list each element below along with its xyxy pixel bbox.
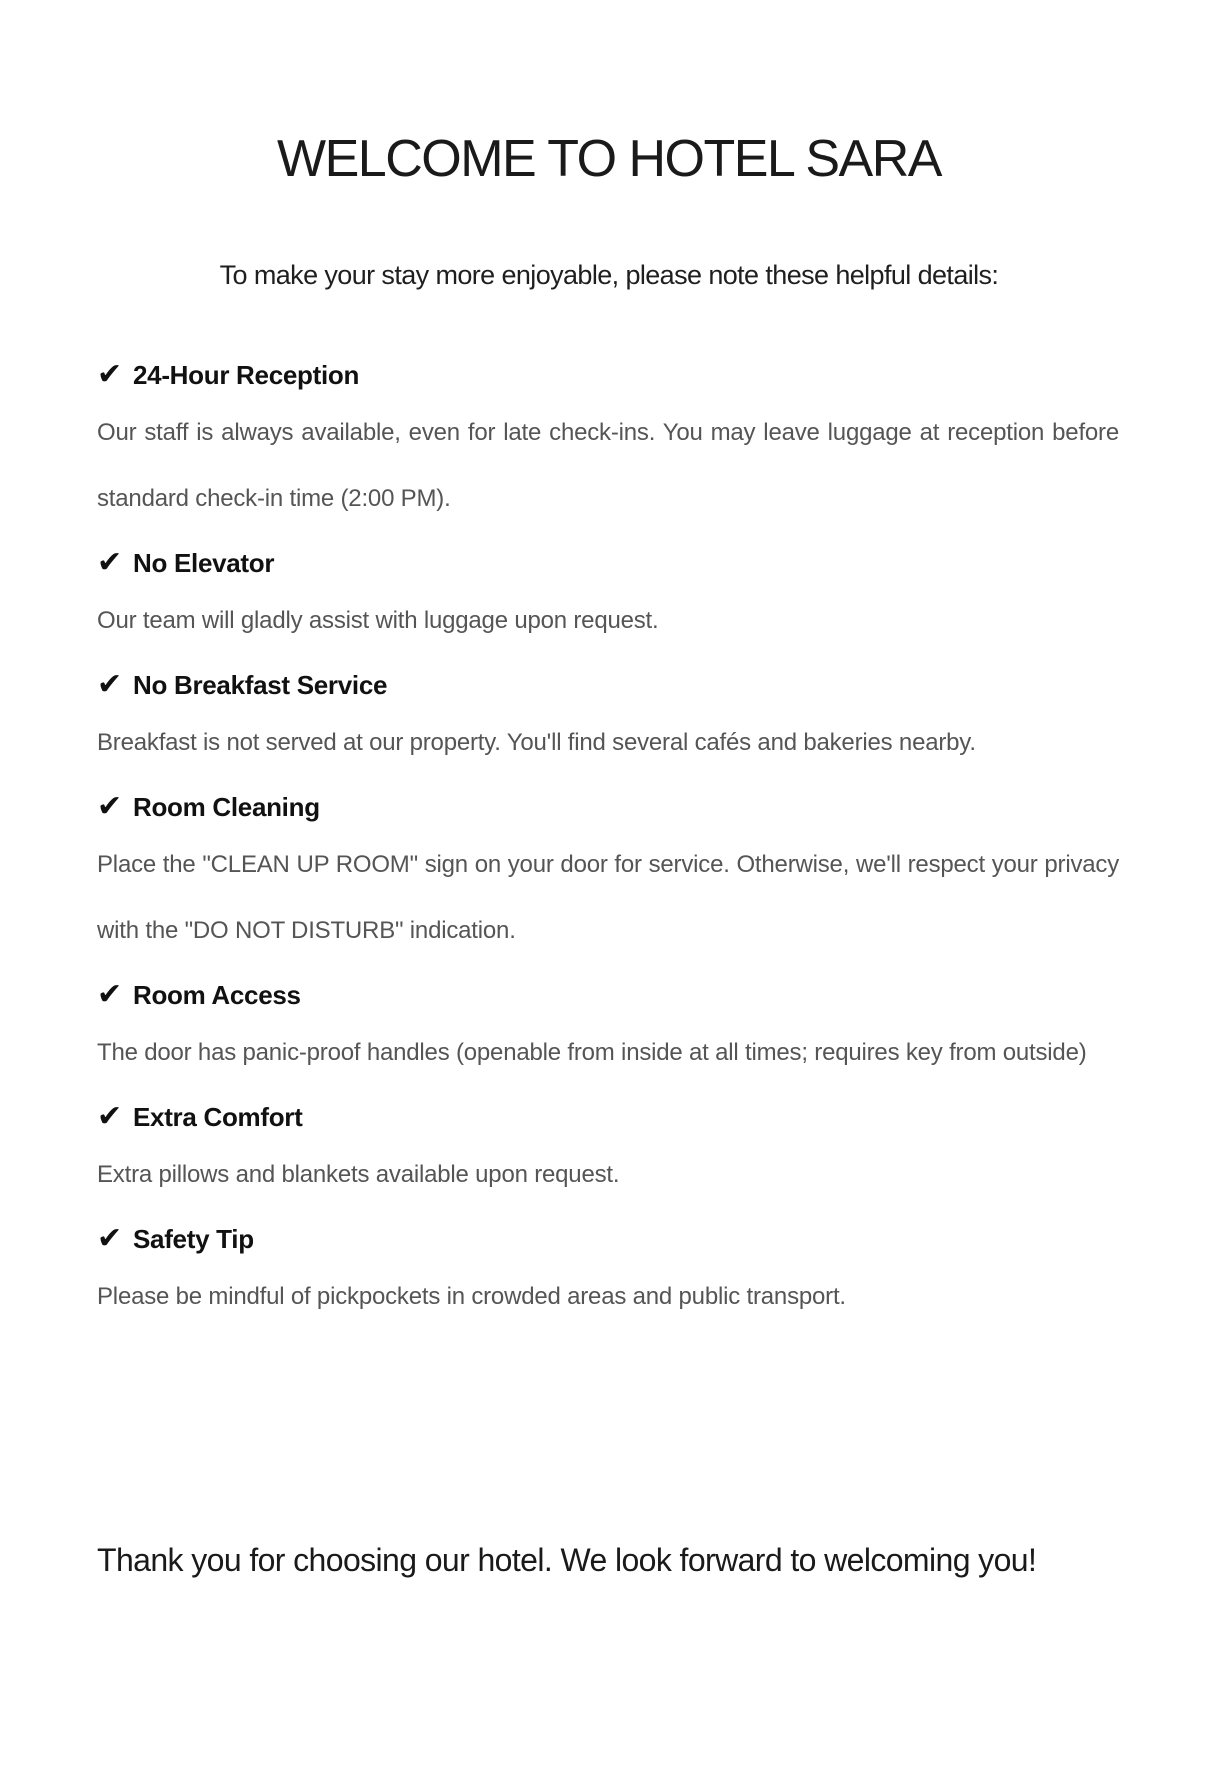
item-heading (97, 1214, 1119, 1264)
checkmark-icon: ✔ (97, 1099, 122, 1134)
list-item (97, 1214, 1119, 1330)
item-heading-text: Room Cleaning (133, 791, 320, 822)
list-item (97, 660, 1119, 776)
list-item (97, 350, 1119, 532)
item-heading (97, 970, 1119, 1020)
item-heading (97, 660, 1119, 710)
closing-text: Thank you for choosing our hotel. We look forward to welcoming you! (97, 1542, 1037, 1578)
checkmark-icon: ✔ (97, 667, 122, 702)
intro-text: To make your stay more enjoyable, please note these helpful details: (219, 260, 999, 290)
list-item (97, 538, 1119, 654)
item-heading-text: Extra Comfort (133, 1101, 303, 1132)
item-heading-text: 24-Hour Reception (133, 359, 360, 390)
list-item (97, 1092, 1119, 1208)
item-heading-text: Room Access (133, 979, 301, 1010)
item-heading (97, 350, 1119, 400)
checkmark-icon: ✔ (97, 1221, 122, 1256)
checkmark-icon: ✔ (97, 789, 122, 824)
item-heading-text: No Elevator (133, 547, 275, 578)
item-body: The door has panic-proof handles (openable from inside at all times; requires key from outside) (97, 1039, 1087, 1066)
item-body: Breakfast is not served at our property. You'll find several cafés and bakeries nearby. (97, 729, 976, 756)
item-body: Please be mindful of pickpockets in crowded areas and public transport. (97, 1283, 846, 1310)
checkmark-icon: ✔ (97, 357, 122, 392)
item-heading (97, 1092, 1119, 1142)
item-heading (97, 538, 1119, 588)
details-list (97, 350, 1119, 1336)
item-body: Place the "CLEAN UP ROOM" sign on your door for service. Otherwise, we'll respect your privacy with the "DO NOT DISTURB" indication. (97, 851, 1119, 944)
list-item (97, 970, 1119, 1086)
list-item (97, 782, 1119, 964)
item-body: Our team will gladly assist with luggage upon request. (97, 607, 659, 634)
page-title: WELCOME TO HOTEL SARA (277, 130, 941, 188)
item-heading-text: Safety Tip (133, 1223, 254, 1254)
item-heading (97, 782, 1119, 832)
checkmark-icon: ✔ (97, 977, 122, 1012)
item-body: Our staff is always available, even for late check-ins. You may leave luggage at reception before standard check-in time (2:00 PM). (97, 419, 1119, 512)
item-body: Extra pillows and blankets available upon request. (97, 1161, 620, 1188)
checkmark-icon: ✔ (97, 545, 122, 580)
item-heading-text: No Breakfast Service (133, 669, 388, 700)
